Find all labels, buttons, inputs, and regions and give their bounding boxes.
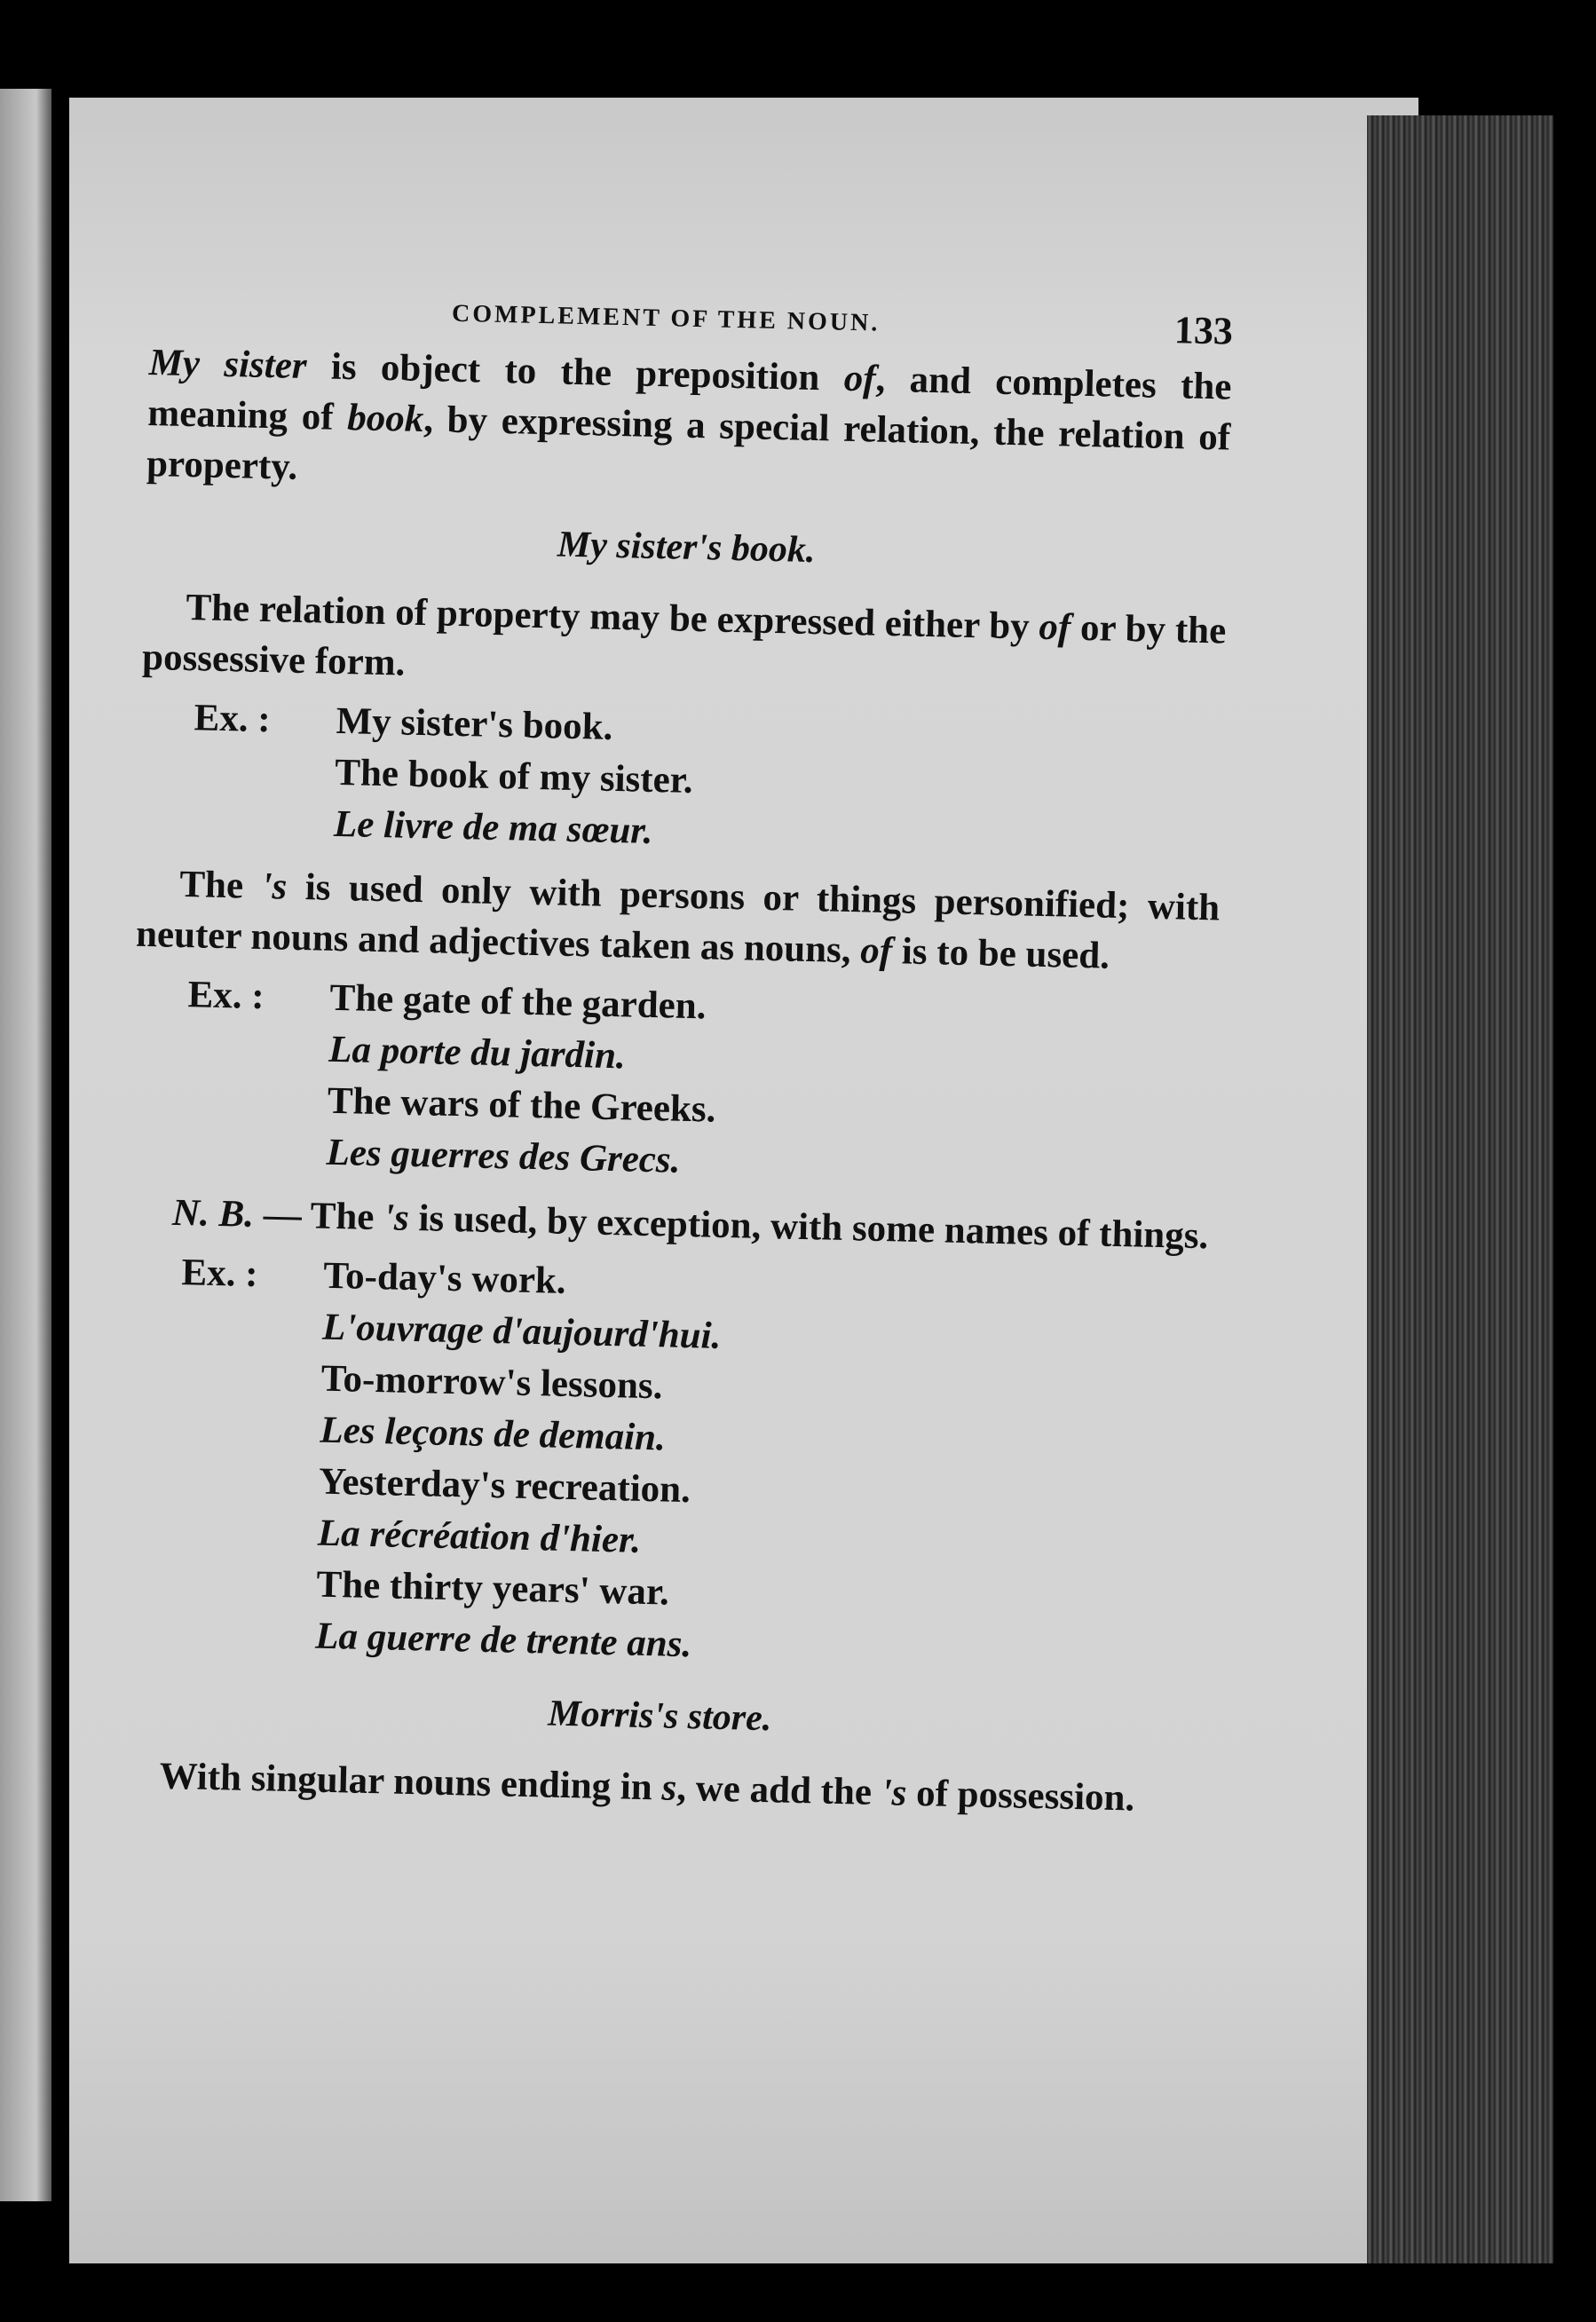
page-content (116, 275, 1234, 1825)
example-lines (315, 1251, 723, 1671)
example-line: The gate of the garden. (329, 976, 707, 1028)
example-line: To-morrow's lessons. (320, 1357, 663, 1408)
section-heading-2: Morris's store. (547, 1693, 772, 1740)
running-title: COMPLEMENT OF THE NOUN. (451, 299, 881, 337)
example-1 (138, 691, 1224, 871)
example-label: Ex. : (187, 974, 265, 1018)
paragraph-nb: N. B. — The 's is used, by exception, with some names of things. (171, 1191, 1209, 1258)
example-line-french: La guerre de trente ans. (314, 1615, 692, 1666)
paragraph-2: The relation of property may be expressed either by of or by the possessive form. (141, 586, 1227, 684)
page-edges (1367, 115, 1553, 2263)
example-line: To-day's work. (322, 1254, 567, 1302)
example-label: Ex. : (180, 1252, 259, 1296)
nb-label: N. B. (171, 1191, 255, 1236)
example-line-french: La porte du jardin. (328, 1028, 627, 1078)
example-lines (326, 973, 719, 1188)
example-3 (120, 1246, 1212, 1683)
example-line-french: La récréation d'hier. (317, 1512, 642, 1561)
example-line-french: Le livre de ma sœur. (333, 802, 653, 852)
section-heading-1: My sister's book. (557, 524, 816, 572)
example-line-french: Les leçons de demain. (319, 1409, 667, 1459)
left-page-edge (0, 89, 51, 2201)
italic-term: My sister (148, 341, 308, 388)
paragraph-1: My sister is object to the preposition of, and completes the meaning of book, by expressing a special relation, the relation of property. (146, 341, 1232, 488)
paragraph-3: The 's is used only with persons or things personified; with neuter nouns and adjectives taken as nouns, of is to be used. (135, 863, 1221, 977)
example-line: Yesterday's recreation. (318, 1460, 691, 1512)
example-line: The book of my sister. (334, 751, 694, 802)
example-label: Ex. : (194, 697, 272, 741)
paragraph-5: With singular nouns ending in s, we add the 's of possession. (159, 1755, 1135, 1820)
example-line: The wars of the Greeks. (327, 1079, 716, 1131)
example-line: The thirty years' war. (316, 1563, 670, 1614)
example-line-french: L'ouvrage d'aujourd'hui. (321, 1306, 722, 1357)
example-line-french: Les guerres des Grecs. (326, 1131, 681, 1181)
example-lines (333, 696, 694, 858)
page-number: 133 (1173, 308, 1234, 353)
example-line: My sister's book. (336, 699, 613, 748)
example-2 (130, 968, 1218, 1199)
